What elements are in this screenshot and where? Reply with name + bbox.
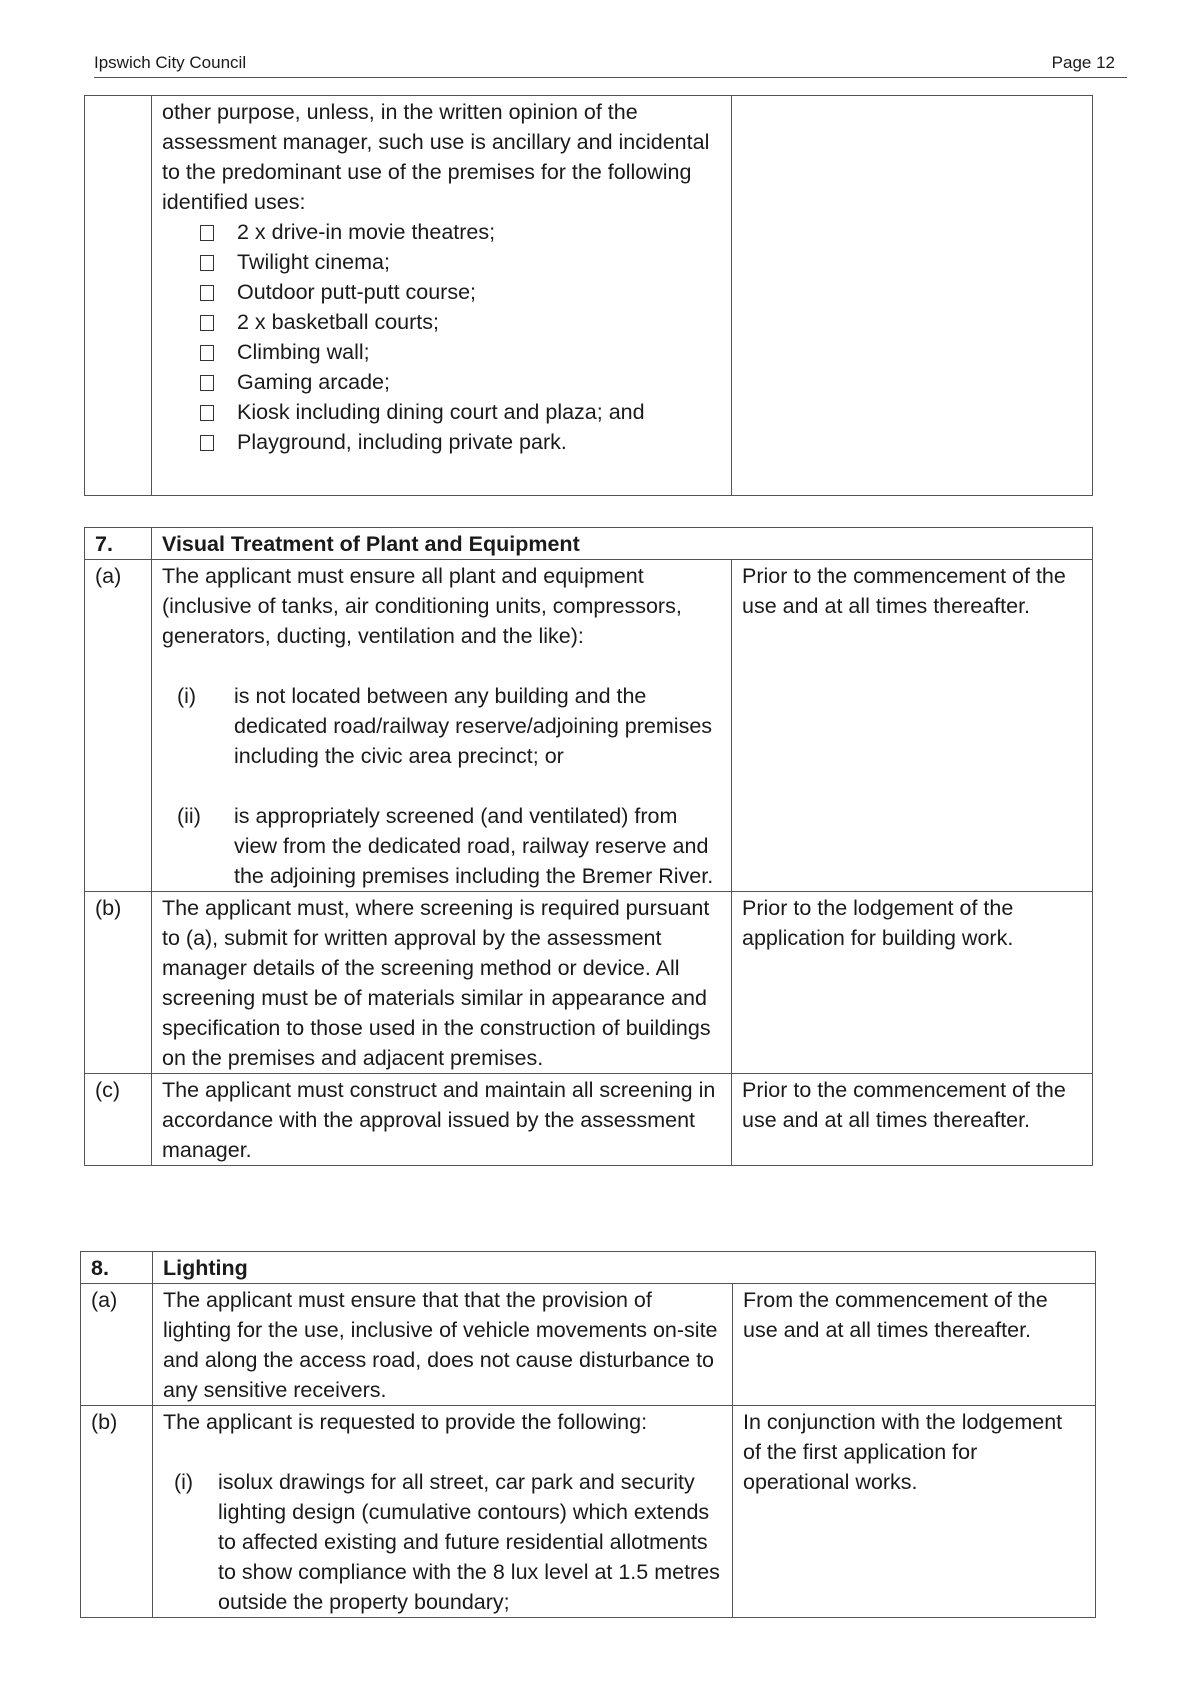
- sub-item-text: is appropriately screened (and ventilated) from view from the dedicated road, railway reserve and the adjoining premises including the Bremer River.: [234, 804, 714, 888]
- table-row: [81, 1284, 1096, 1406]
- item-label: (b): [81, 1406, 153, 1618]
- list-item: Climbing wall;: [200, 337, 721, 367]
- item-label: (a): [85, 560, 152, 892]
- identified-uses-list: [162, 217, 721, 457]
- checkbox-icon: [200, 225, 214, 241]
- timing-cell: Prior to the commencement of the use and at all times thereafter.: [732, 560, 1093, 892]
- table-row: [85, 96, 1093, 496]
- condition-cell: [153, 1406, 733, 1618]
- sub-item-label: (i): [174, 1470, 194, 1494]
- condition-text: The applicant must ensure all plant and equipment (inclusive of tanks, air conditioning units, compressors, generators, ducting, ventilation and the like):: [162, 564, 682, 648]
- sub-item: [163, 1467, 722, 1617]
- sub-item: [162, 681, 721, 771]
- section-number: 7.: [85, 528, 152, 560]
- condition-cell: The applicant must ensure that that the provision of lighting for the use, inclusive of vehicle movements on-site and along the access road, does not cause disturbance to any sensitive receivers.: [153, 1284, 733, 1406]
- checkbox-icon: [200, 405, 214, 421]
- table-row: [85, 1074, 1093, 1166]
- page-header: [94, 53, 1127, 78]
- checkbox-icon: [200, 315, 214, 331]
- list-item: 2 x drive-in movie theatres;: [200, 217, 721, 247]
- item-label: (a): [81, 1284, 153, 1406]
- timing-cell: Prior to the commencement of the use and at all times thereafter.: [732, 1074, 1093, 1166]
- sub-item-label: (i): [177, 684, 197, 708]
- sub-item: [162, 801, 721, 891]
- section-title: Visual Treatment of Plant and Equipment: [152, 528, 1093, 560]
- list-item: Playground, including private park.: [200, 427, 721, 457]
- section-number: 8.: [81, 1252, 153, 1284]
- table-row: [85, 892, 1093, 1074]
- section-7-table: [84, 527, 1093, 1166]
- sub-item-text: is not located between any building and the dedicated road/railway reserve/adjoining premises including the civic area precinct; or: [234, 684, 713, 768]
- condition-cell: [152, 96, 732, 496]
- item-label: (b): [85, 892, 152, 1074]
- timing-cell: Prior to the lodgement of the application for building work.: [732, 892, 1093, 1074]
- section-title: Lighting: [153, 1252, 1096, 1284]
- condition-cell: [152, 560, 732, 892]
- checkbox-icon: [200, 255, 214, 271]
- condition-cell: The applicant must, where screening is required pursuant to (a), submit for written approval by the assessment manager details of the screening method or device. All screening must be of materials similar in appearance and specification to those used in the construction of buildings on the premises and adjacent premises.: [152, 892, 732, 1074]
- sub-item-text: isolux drawings for all street, car park and security lighting design (cumulative contours) which extends to affected existing and future residential allotments to show compliance with the 8 lux level at 1.5 metres outside the property boundary;: [218, 1470, 720, 1614]
- council-name: Ipswich City Council: [94, 53, 247, 72]
- condition-text: The applicant is requested to provide the following:: [163, 1410, 648, 1434]
- section-title-row: [81, 1252, 1096, 1284]
- checkbox-icon: [200, 345, 214, 361]
- checkbox-icon: [200, 435, 214, 451]
- page-number: Page 12: [1051, 53, 1115, 72]
- number-cell: [85, 96, 152, 496]
- section-8-table: [80, 1251, 1096, 1618]
- timing-cell: In conjunction with the lodgement of the first application for operational works.: [733, 1406, 1096, 1618]
- list-item: Outdoor putt-putt course;: [200, 277, 721, 307]
- item-label: (c): [85, 1074, 152, 1166]
- condition-text: other purpose, unless, in the written opinion of the assessment manager, such use is ancillary and incidental to the predominant use of the premises for the following identified uses:: [162, 100, 710, 214]
- list-item: Gaming arcade;: [200, 367, 721, 397]
- list-item: Kiosk including dining court and plaza; and: [200, 397, 721, 427]
- table-row: [85, 560, 1093, 892]
- table-row: [81, 1406, 1096, 1618]
- checkbox-icon: [200, 375, 214, 391]
- timing-cell: [732, 96, 1093, 496]
- list-item: 2 x basketball courts;: [200, 307, 721, 337]
- continued-table: [84, 95, 1093, 496]
- timing-cell: From the commencement of the use and at all times thereafter.: [733, 1284, 1096, 1406]
- list-item: Twilight cinema;: [200, 247, 721, 277]
- condition-cell: The applicant must construct and maintain all screening in accordance with the approval issued by the assessment manager.: [152, 1074, 732, 1166]
- sub-item-label: (ii): [177, 804, 201, 828]
- section-title-row: [85, 528, 1093, 560]
- checkbox-icon: [200, 285, 214, 301]
